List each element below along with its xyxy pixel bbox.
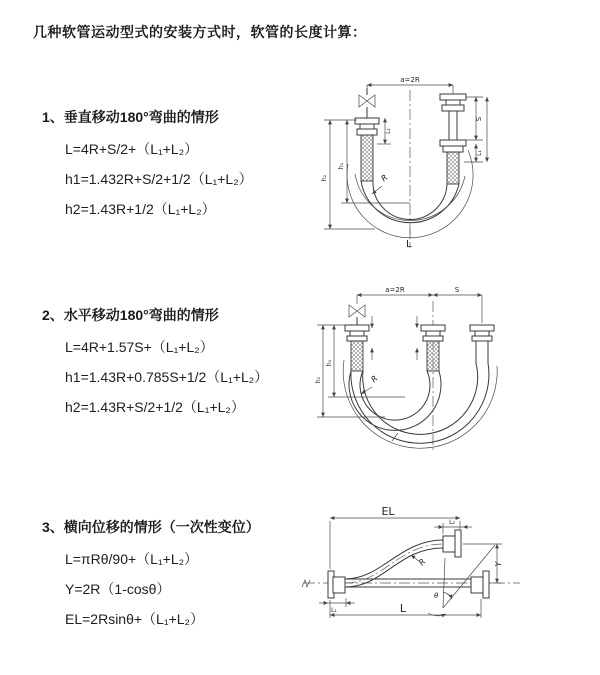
dim-label-y: Y xyxy=(494,561,503,567)
radius-label: R xyxy=(379,172,390,184)
dim-label-l1-right: L₁ xyxy=(476,150,483,156)
section-3 xyxy=(42,517,260,639)
diagram-lateral-displacement xyxy=(300,500,600,655)
hose-braid-left xyxy=(351,341,363,371)
formula-h1-2: h1=1.43R+0.785S+1/2（L₁+L₂） xyxy=(65,369,269,385)
dim-label-h2: h₂ xyxy=(321,174,328,182)
angle-label: θ xyxy=(434,592,439,600)
dim-label-a2r: a=2R xyxy=(385,286,405,294)
dim-label-a2r: a=2R xyxy=(400,76,420,84)
dim-label-l2: L₂ xyxy=(449,519,455,526)
formula-h2-2: h2=1.43R+S/2+1/2（L₁+L₂） xyxy=(65,399,245,415)
left-flange xyxy=(328,571,345,598)
dim-label-s: S xyxy=(454,286,460,294)
valve-icon xyxy=(349,305,365,325)
left-flange xyxy=(355,118,379,135)
right-flange-upper xyxy=(443,530,461,557)
centerline-break xyxy=(302,580,310,587)
dim-label-h1: h₁ xyxy=(338,162,345,170)
valve-icon xyxy=(359,88,375,118)
radius-label: R xyxy=(369,373,380,385)
dim-label-el: EL xyxy=(381,505,395,518)
hose-braid-left xyxy=(361,135,373,181)
dim-label-s: S xyxy=(475,116,483,122)
diagram-vertical-180-bend xyxy=(313,74,528,254)
middle-flange xyxy=(421,325,445,341)
right-flange-lower xyxy=(440,140,466,152)
page-title: 几种软管运动型式的安装方式时，软管的长度计算： xyxy=(33,24,367,40)
right-flange-upper xyxy=(440,94,466,111)
section-2-heading: 2、水平移动180°弯曲的情形 xyxy=(42,307,219,323)
diagram-horizontal-180-bend xyxy=(310,283,590,458)
left-flange xyxy=(345,325,369,341)
section-1 xyxy=(42,107,253,229)
section-1-heading: 1、垂直移动180°弯曲的情形 xyxy=(42,109,219,125)
right-flange xyxy=(470,325,494,341)
hose-curves xyxy=(343,360,497,448)
length-label: L xyxy=(406,239,412,250)
dim-label-h2: h₂ xyxy=(315,376,322,384)
dim-label-l1-left: L₁ xyxy=(385,128,392,134)
hose-braid-right xyxy=(447,152,459,184)
hose-curve-displaced xyxy=(345,540,443,587)
hose-braid-middle xyxy=(427,341,439,371)
formula-h1-1: h1=1.432R+S/2+1/2（L₁+L₂） xyxy=(65,171,253,187)
dim-label-l1: L₁ xyxy=(331,607,337,614)
formula-L-1: L=4R+S/2+（L₁+L₂） xyxy=(65,141,199,157)
section-2 xyxy=(42,305,268,427)
formula-L-3: L=πRθ/90+（L₁+L₂） xyxy=(65,551,199,567)
right-flange-lower xyxy=(471,571,489,598)
section-3-heading: 3、横向位移的情形（一次性变位） xyxy=(42,519,260,535)
formula-EL: EL=2Rsinθ+（L₁+L₂） xyxy=(65,611,204,627)
formula-L-2: L=4R+1.57S+（L₁+L₂） xyxy=(65,339,214,355)
dim-label-h1: h₁ xyxy=(326,359,333,367)
radius-label: R xyxy=(417,557,428,568)
formula-h2-1: h2=1.43R+1/2（L₁+L₂） xyxy=(65,201,216,217)
length-label: L xyxy=(399,602,407,615)
formula-Y: Y=2R（1-cosθ） xyxy=(65,581,171,597)
